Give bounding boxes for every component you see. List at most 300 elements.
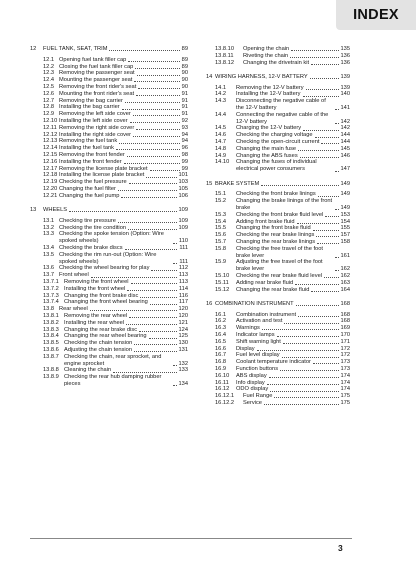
toc-entry-title: Installing the left side cover <box>59 117 128 124</box>
toc-entry-number: 13.5 <box>43 251 55 258</box>
dot-leader <box>269 377 339 378</box>
toc-entry[interactable] <box>30 152 188 159</box>
toc-entry[interactable] <box>206 273 350 280</box>
dot-leader <box>335 171 339 172</box>
toc-entry[interactable] <box>30 313 188 320</box>
toc-entry-page: 109 <box>178 217 188 224</box>
toc-entry-page: 134 <box>178 380 188 387</box>
toc-entry-title: Checking the charging voltage <box>236 132 313 139</box>
toc-entry[interactable] <box>30 84 188 91</box>
toc-entry-page: 155 <box>340 225 350 232</box>
toc-entry-number: 14.6 <box>215 132 227 139</box>
toc-entry-page: 175 <box>340 399 350 406</box>
dot-leader <box>136 95 180 96</box>
dot-leader <box>274 397 338 398</box>
toc-entry-page: 89 <box>181 63 188 70</box>
index-tab: INDEX <box>336 0 416 30</box>
toc-entry-page: 162 <box>340 272 350 279</box>
toc-entry-page: 112 <box>178 265 188 272</box>
toc-entry-page: 168 <box>340 318 350 325</box>
toc-entry-number: 12.20 <box>43 185 58 192</box>
toc-entry[interactable] <box>30 299 188 306</box>
toc-entry-page: 144 <box>340 139 350 146</box>
toc-entry[interactable] <box>206 225 350 232</box>
dot-leader <box>151 270 176 271</box>
dot-leader <box>173 243 177 244</box>
toc-entry-number: 15.7 <box>215 238 227 245</box>
toc-entry-title: WHEELS <box>43 207 68 214</box>
toc-entry[interactable] <box>206 259 350 273</box>
toc-entry[interactable] <box>206 232 350 239</box>
toc-entry-page: 90 <box>181 70 188 77</box>
dot-leader <box>125 102 180 103</box>
toc-entry-title: Info display <box>236 379 265 386</box>
dot-leader <box>261 185 338 186</box>
toc-entry-page: 120 <box>178 306 188 313</box>
dot-leader <box>277 336 339 337</box>
toc-entry[interactable] <box>206 386 350 393</box>
dot-leader <box>134 344 176 345</box>
dot-leader <box>335 257 339 258</box>
toc-entry-page: 173 <box>340 365 350 372</box>
toc-entry[interactable] <box>206 53 350 60</box>
toc-entry-page: 136 <box>340 59 350 66</box>
toc-entry[interactable] <box>206 325 350 332</box>
toc-entry-page: 120 <box>178 312 188 319</box>
toc-entry-title: Checking the free travel of the foot brake lever <box>236 245 323 259</box>
toc-entry-number: 12.10 <box>43 117 58 124</box>
toc-entry-page: 93 <box>181 124 188 131</box>
toc-entry-title: Riveting the chain <box>243 52 289 59</box>
toc-entry-title: Opening the chain <box>243 46 290 52</box>
toc-entry[interactable] <box>30 111 188 118</box>
toc-entry[interactable] <box>206 287 350 294</box>
toc-entry-number: 14.8 <box>215 145 227 152</box>
toc-entry[interactable] <box>30 186 188 193</box>
toc-entry[interactable] <box>30 320 188 327</box>
toc-entry-title: Changing the rear wheel bearing <box>64 333 147 340</box>
toc-entry-page: 154 <box>340 218 350 225</box>
dot-leader <box>290 57 338 58</box>
toc-entry-page: 99 <box>181 165 188 172</box>
toc-entry-page: 169 <box>340 325 350 332</box>
toc-entry-page: 94 <box>181 131 188 138</box>
dot-leader <box>134 351 177 352</box>
toc-entry-title: Charging the 12-V battery <box>236 125 302 132</box>
toc-entry-number: 16.12.2 <box>215 399 234 406</box>
dot-leader <box>130 122 180 123</box>
toc-entry-page: 90 <box>181 77 188 84</box>
toc-chapter[interactable] <box>30 207 188 214</box>
toc-entry-number: 12.16 <box>43 158 58 165</box>
toc-entry-page: 121 <box>178 319 188 326</box>
toc-entry-number: 16.2 <box>215 318 227 325</box>
toc-entry-number: 12.19 <box>43 179 58 186</box>
toc-entry-title: Checking the spoke tension (Option: Wire spoked wheels) <box>59 231 164 245</box>
toc-entry-page: 135 <box>340 46 350 52</box>
page-number: 3 <box>338 543 343 553</box>
toc-entry-page: 90 <box>181 83 188 90</box>
toc-entry[interactable] <box>30 333 188 340</box>
toc-entry-page: 174 <box>340 372 350 379</box>
toc-entry-number: 12.18 <box>43 172 58 179</box>
toc-entry[interactable] <box>30 367 188 374</box>
toc-entry[interactable] <box>30 252 188 266</box>
toc-entry-number: 13.7.4 <box>43 299 59 306</box>
toc-entry-number: 12.3 <box>43 70 55 77</box>
dot-leader <box>140 297 177 298</box>
dot-leader <box>69 211 176 212</box>
toc-entry-title: Checking the rear hub damping rubber pieces <box>64 374 162 387</box>
toc-entry[interactable] <box>206 312 350 319</box>
toc-entry[interactable] <box>30 166 188 173</box>
toc-entry-page: 171 <box>340 338 350 345</box>
toc-entry-title: Checking the chain tension <box>64 340 133 347</box>
dot-leader <box>139 331 176 332</box>
toc-entry[interactable] <box>206 393 350 400</box>
dot-leader <box>306 89 339 90</box>
toc-entry-title: Mounting the passenger seat <box>59 77 133 84</box>
dot-leader <box>113 372 176 373</box>
toc-entry-page: 144 <box>340 132 350 139</box>
toc-entry-number: 16.4 <box>215 331 227 338</box>
dot-leader <box>295 284 338 285</box>
toc-entry-number: 12 <box>30 46 37 52</box>
dot-leader <box>324 277 339 278</box>
toc-entry[interactable] <box>206 352 350 359</box>
toc-entry-page: 130 <box>178 340 188 347</box>
toc-entry-title: Checking the front brake fluid level <box>236 211 324 218</box>
toc-entry[interactable] <box>206 191 350 198</box>
toc-entry-page: 110 <box>178 238 188 245</box>
toc-entry[interactable] <box>206 346 350 353</box>
dot-leader <box>124 163 180 164</box>
toc-entry-page: 142 <box>340 125 350 132</box>
toc-entry[interactable] <box>30 231 188 245</box>
toc-entry-number: 14.5 <box>215 125 227 132</box>
toc-entry[interactable] <box>30 57 188 64</box>
toc-entry-page: 131 <box>178 346 188 353</box>
toc-entry[interactable] <box>206 212 350 219</box>
dot-leader <box>335 123 339 124</box>
toc-entry[interactable] <box>206 91 350 98</box>
toc-entry[interactable] <box>30 193 188 200</box>
dot-leader <box>135 68 179 69</box>
toc-entry-number: 16.11 <box>215 379 229 386</box>
toc-entry[interactable] <box>206 139 350 146</box>
toc-chapter[interactable] <box>30 46 188 53</box>
toc-entry-number: 12.7 <box>43 97 55 104</box>
toc-entry-page: 109 <box>178 224 188 231</box>
toc-entry[interactable] <box>30 132 188 139</box>
dot-leader <box>280 370 338 371</box>
dot-leader <box>133 136 180 137</box>
dot-leader <box>137 75 180 76</box>
toc-entry-page: 136 <box>340 52 350 59</box>
toc-entry[interactable] <box>206 366 350 373</box>
toc-entry-title: Installing the license plate bracket <box>59 172 145 179</box>
toc-entry[interactable] <box>206 373 350 380</box>
toc-entry[interactable] <box>206 359 350 366</box>
toc-entry-title: Installing the bag carrier <box>59 104 120 111</box>
toc-entry[interactable] <box>30 64 188 71</box>
toc-entry[interactable] <box>30 306 188 313</box>
toc-entry-title: Changing the ABS fuses <box>236 152 298 159</box>
toc-entry[interactable] <box>30 172 188 179</box>
toc-chapter[interactable] <box>206 74 350 81</box>
toc-entry[interactable] <box>30 70 188 77</box>
toc-entry[interactable] <box>30 118 188 125</box>
toc-entry[interactable] <box>30 340 188 347</box>
toc-entry-page: 157 <box>340 232 350 239</box>
toc-entry[interactable] <box>206 46 350 53</box>
toc-entry-title: COMBINATION INSTRUMENT <box>215 300 294 307</box>
toc-entry-number: 14.1 <box>215 84 227 91</box>
toc-chapter[interactable] <box>206 301 350 308</box>
toc-entry-page: 139 <box>340 73 350 80</box>
toc-entry-title: Changing the front wheel bearing <box>64 299 148 306</box>
toc-entry-number: 13 <box>30 207 37 214</box>
toc-entry[interactable] <box>30 293 188 300</box>
toc-entry[interactable] <box>206 380 350 387</box>
toc-entry-page: 164 <box>340 286 350 293</box>
toc-entry-title: Installing the rear wheel <box>64 319 125 326</box>
toc-chapter[interactable] <box>206 181 350 188</box>
toc-entry[interactable] <box>30 179 188 186</box>
toc-entry[interactable] <box>206 339 350 346</box>
toc-entry[interactable] <box>30 374 188 388</box>
toc-entry-title: Adding front brake fluid <box>236 218 295 225</box>
toc-entry-title: Closing the fuel tank filler cap <box>59 63 134 70</box>
dot-leader <box>315 137 339 138</box>
toc-entry-title: Disconnecting the negative cable of the 12-V battery <box>236 98 326 112</box>
dot-leader <box>303 96 339 97</box>
toc-entry[interactable] <box>206 98 350 112</box>
dot-leader <box>119 143 179 144</box>
dot-leader <box>321 143 338 144</box>
toc-entry-title: ABS display <box>236 372 267 379</box>
dot-leader <box>284 323 338 324</box>
toc-entry-number: 13.6 <box>43 265 55 272</box>
toc-entry-page: 105 <box>178 185 188 192</box>
toc-entry-title: Changing the fuel pump <box>59 192 120 199</box>
toc-entry-page: 94 <box>181 138 188 145</box>
toc-entry[interactable] <box>30 159 188 166</box>
toc-entry-number: 13.8.4 <box>43 333 59 340</box>
toc-entry[interactable] <box>30 354 188 368</box>
toc-entry-title: Checking the open-circuit current <box>236 139 320 146</box>
toc-entry-page: 106 <box>178 192 188 199</box>
toc-entry[interactable] <box>30 138 188 145</box>
toc-entry-page: 173 <box>340 359 350 366</box>
toc-entry-number: 15.2 <box>215 198 227 205</box>
dot-leader <box>149 338 177 339</box>
toc-entry-title: Checking the wheel bearing for play <box>59 265 150 272</box>
toc-entry-title: Removing the license plate bracket <box>59 165 148 172</box>
toc-entry[interactable] <box>30 225 188 232</box>
toc-entry-number: 13.8.9 <box>43 374 59 381</box>
toc-entry-title: Changing the front brake disc <box>64 292 139 299</box>
toc-entry-title: Connecting the negative cable of the 12-V battery <box>236 111 329 125</box>
toc-entry-title: FUEL TANK, SEAT, TRIM <box>43 46 108 52</box>
toc-entry[interactable] <box>30 272 188 279</box>
toc-entry-page: 96 <box>181 145 188 152</box>
toc-entry[interactable] <box>206 318 350 325</box>
toc-entry[interactable] <box>30 218 188 225</box>
toc-entry-number: 12.2 <box>43 63 55 70</box>
dot-leader <box>262 329 339 330</box>
toc-entry-number: 15.6 <box>215 232 227 239</box>
toc-entry-title: Checking tire pressure <box>59 217 116 224</box>
dot-leader <box>116 149 180 150</box>
toc-entry[interactable] <box>30 286 188 293</box>
toc-entry[interactable] <box>206 146 350 153</box>
toc-entry[interactable] <box>206 159 350 173</box>
dot-leader <box>173 365 177 366</box>
toc-entry-title: Activation and test <box>236 318 283 325</box>
toc-entry-title: Checking the chain, rear sprocket, and engine sprocket <box>64 353 162 367</box>
dot-leader <box>318 196 339 197</box>
toc-entry-number: 13.8.12 <box>215 59 234 66</box>
toc-entry-number: 16.9 <box>215 365 227 372</box>
dot-leader <box>150 170 180 171</box>
dot-leader <box>311 64 338 65</box>
toc-entry-number: 15.3 <box>215 211 227 218</box>
toc-entry-page: 139 <box>340 84 350 91</box>
toc-entry-number: 12.9 <box>43 111 55 118</box>
toc-entry-title: Display <box>236 345 255 352</box>
dot-leader <box>264 404 339 405</box>
toc-entry-page: 168 <box>340 311 350 318</box>
dot-leader <box>310 78 339 79</box>
toc-entry[interactable] <box>206 332 350 339</box>
toc-entry[interactable] <box>206 246 350 260</box>
toc-entry[interactable] <box>30 125 188 132</box>
toc-entry-title: Installing the front fender <box>59 158 122 165</box>
toc-entry-page: 117 <box>178 299 188 306</box>
toc-entry-page: 132 <box>178 360 188 367</box>
toc-entry-title: Removing the front rider's seat <box>59 83 137 90</box>
toc-entry-title: WIRING HARNESS, 12-V BATTERY <box>215 73 308 80</box>
toc-entry[interactable] <box>30 98 188 105</box>
footer-rule <box>30 538 352 539</box>
toc-entry[interactable] <box>206 60 350 67</box>
dot-leader <box>173 385 177 386</box>
toc-entry-number: 13.8.8 <box>43 367 59 374</box>
toc-entry[interactable] <box>30 265 188 272</box>
toc-entry-number: 13.2 <box>43 224 55 231</box>
toc-entry[interactable] <box>30 145 188 152</box>
toc-entry-page: 103 <box>178 179 188 186</box>
toc-entry-title: Function buttons <box>236 365 279 372</box>
toc-entry-number: 13.8.11 <box>215 52 234 59</box>
toc-entry-page: 111 <box>179 245 188 252</box>
toc-entry-number: 13.8.7 <box>43 353 59 360</box>
toc-entry-title: Shift warning light <box>236 338 281 345</box>
toc-entry[interactable] <box>30 327 188 334</box>
toc-entry-title: Changing the rear brake linings <box>236 238 316 245</box>
toc-entry[interactable] <box>30 91 188 98</box>
toc-entry[interactable] <box>206 400 350 407</box>
toc-entry[interactable] <box>206 112 350 126</box>
toc-entry-page: 172 <box>340 345 350 352</box>
toc-entry-page: 116 <box>178 292 188 299</box>
toc-entry-number: 12.21 <box>43 192 58 199</box>
toc-entry-page: 113 <box>178 272 188 279</box>
toc-entry-title: Removing the fuel tank <box>59 138 118 145</box>
toc-entry-title: Changing the fuses of individual electrical power consumers <box>236 159 317 173</box>
toc-entry[interactable] <box>206 198 350 212</box>
toc-entry-number: 12.14 <box>43 145 58 152</box>
toc-entry[interactable] <box>30 245 188 252</box>
toc-entry-number: 15.10 <box>215 272 230 279</box>
toc-entry-number: 14.2 <box>215 91 227 98</box>
toc-entry[interactable] <box>30 77 188 84</box>
dot-leader <box>109 50 179 51</box>
toc-entry-page: 172 <box>340 352 350 359</box>
dot-leader <box>128 229 176 230</box>
toc-entry-page: 149 <box>340 180 350 187</box>
toc-entry-page: 146 <box>340 152 350 159</box>
toc-entry-number: 14.10 <box>215 159 230 166</box>
toc-entry-number: 12.6 <box>43 90 55 97</box>
toc-entry-title: Removing the passenger seat <box>59 70 135 77</box>
toc-entry-title: Changing the rear brake fluid <box>236 286 310 293</box>
toc-entry-number: 12.5 <box>43 83 55 90</box>
toc-entry[interactable] <box>30 279 188 286</box>
toc-entry-title: Changing the fuel filter <box>59 185 116 192</box>
toc-entry[interactable] <box>206 219 350 226</box>
toc-entry-number: 15.5 <box>215 225 227 232</box>
toc-entry-page: 142 <box>340 118 350 125</box>
toc-entry-title: Removing the 12-V battery <box>236 84 304 91</box>
toc-entry-page: 145 <box>340 145 350 152</box>
toc-entry[interactable] <box>206 153 350 160</box>
dot-leader <box>257 350 339 351</box>
toc-entry-title: Warnings <box>236 325 260 332</box>
toc-entry-title: Opening fuel tank filler cap <box>59 56 127 63</box>
toc-entry-number: 13.7.3 <box>43 292 59 299</box>
toc-entry[interactable] <box>206 85 350 92</box>
toc-entry-title: Removing the right side cover <box>59 124 135 131</box>
toc-entry-page: 163 <box>340 279 350 286</box>
dot-leader <box>335 209 339 210</box>
toc-entry[interactable] <box>206 280 350 287</box>
dot-leader <box>296 305 339 306</box>
toc-entry[interactable] <box>30 104 188 111</box>
toc-entry-page: 89 <box>181 46 188 52</box>
dot-leader <box>270 391 338 392</box>
dot-leader <box>173 263 177 264</box>
dot-leader <box>128 61 179 62</box>
toc-entry-number: 13.8.1 <box>43 312 59 319</box>
toc-entry-page: 149 <box>340 191 350 198</box>
toc-entry[interactable] <box>206 239 350 246</box>
toc-entry-title: ODO display <box>236 386 269 393</box>
dot-leader <box>129 317 176 318</box>
toc-entry[interactable] <box>206 132 350 139</box>
toc-entry-title: Removing the rear wheel <box>64 312 128 319</box>
dot-leader <box>150 304 177 305</box>
toc-entry[interactable] <box>30 347 188 354</box>
toc-entry-title: Checking the front brake linings <box>236 191 316 198</box>
toc-entry[interactable] <box>206 125 350 132</box>
toc-entry-number: 16.6 <box>215 345 227 352</box>
dot-leader <box>91 277 177 278</box>
dot-leader <box>121 197 176 198</box>
dot-leader <box>303 130 338 131</box>
dot-leader <box>131 283 177 284</box>
